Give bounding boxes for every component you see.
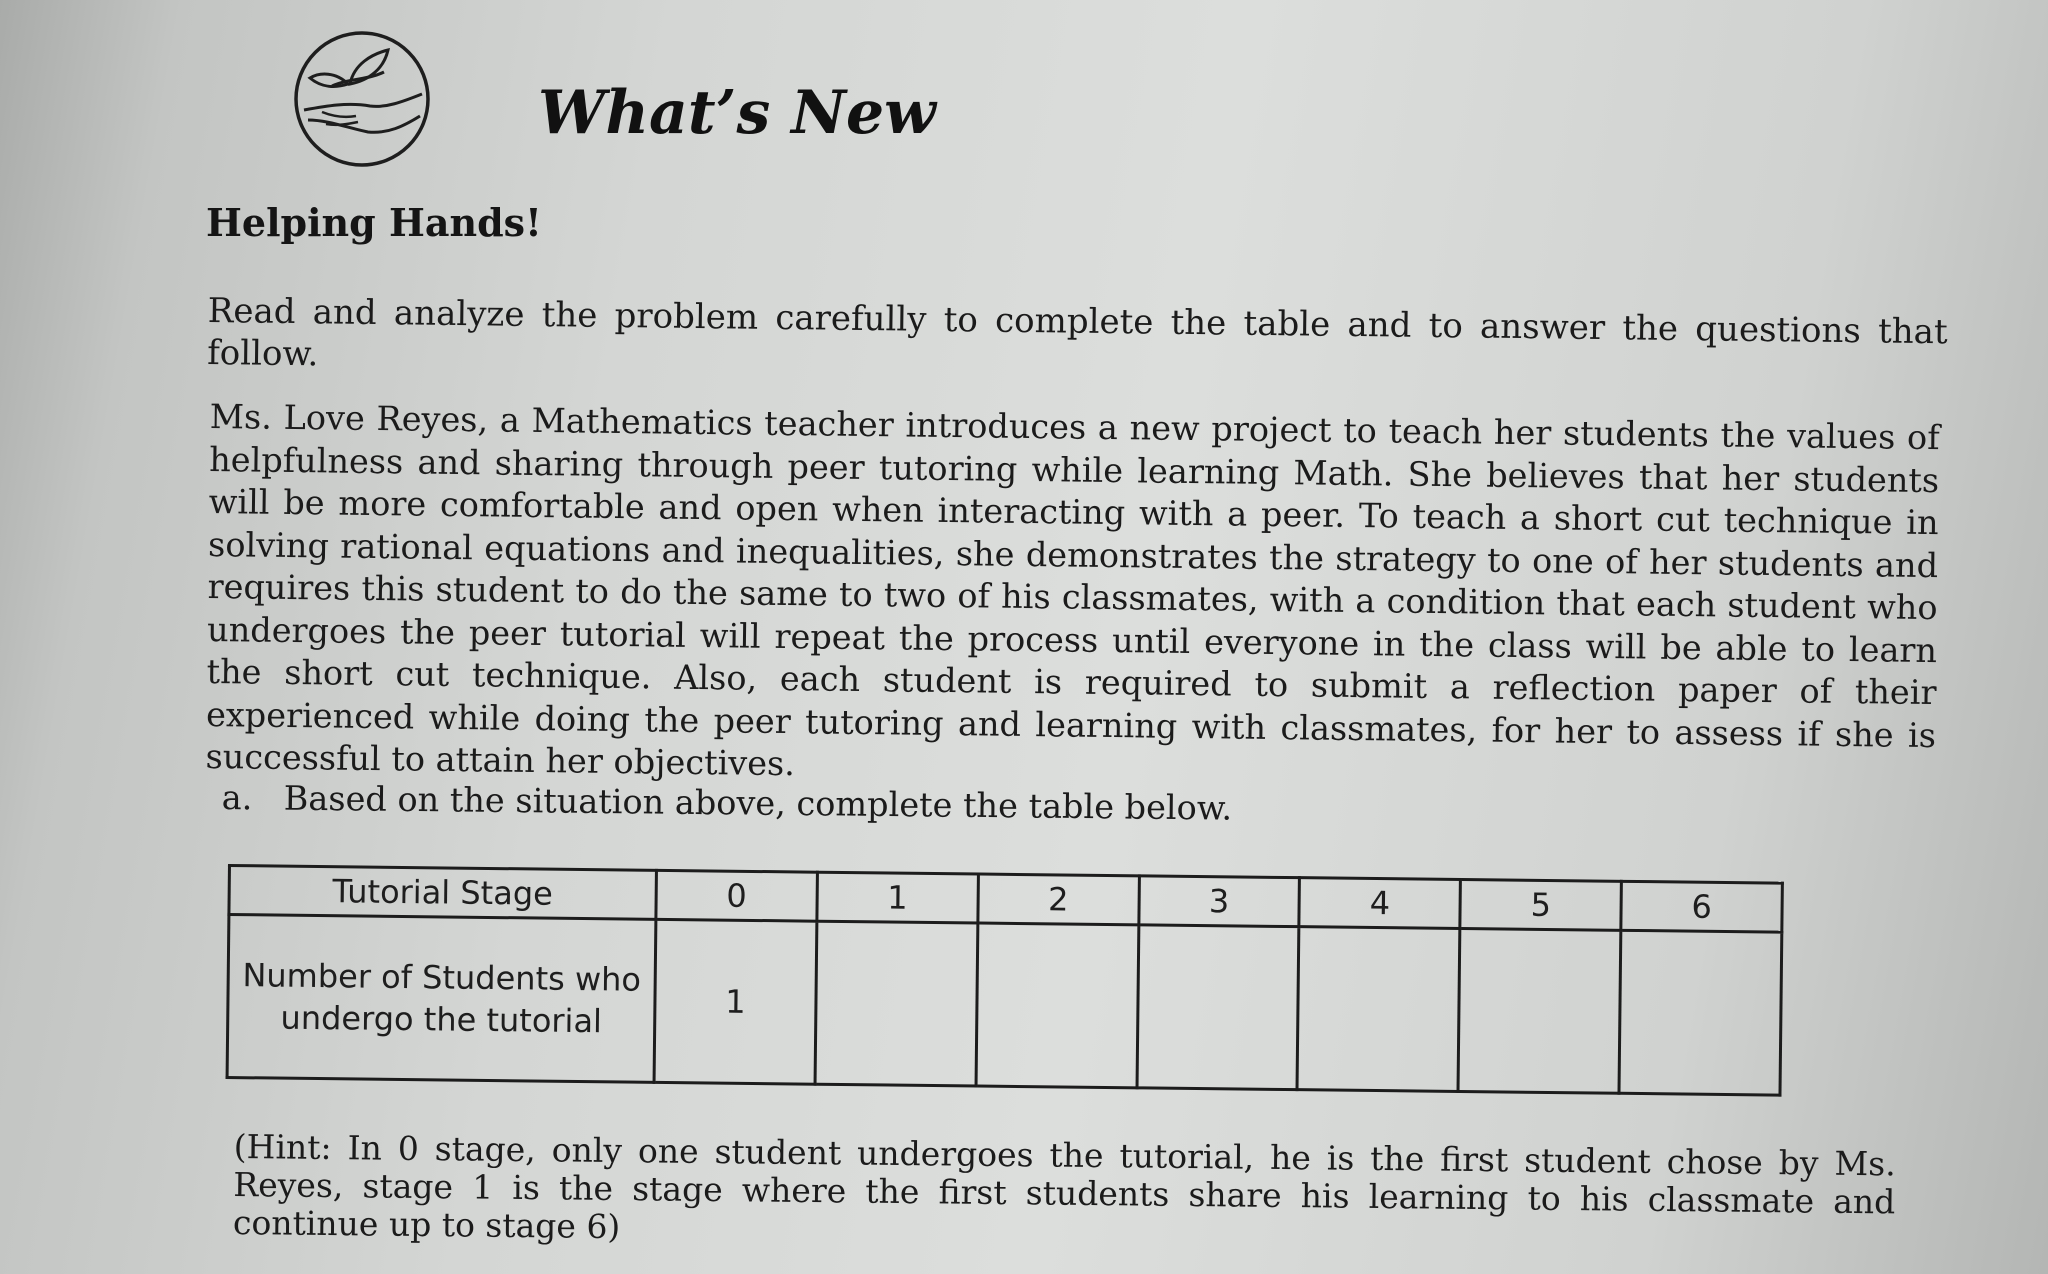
stage-cell: 0 [656, 870, 817, 921]
stage-cell: 4 [1299, 878, 1460, 929]
stage-cell: 3 [1138, 876, 1299, 927]
stage-cell: 1 [817, 872, 978, 923]
value-cell [976, 923, 1139, 1088]
value-cell: 1 [654, 919, 817, 1084]
tutorial-table [226, 864, 1784, 1097]
problem-paragraph: Ms. Love Reyes, a Mathematics teacher introduces a new project to teach her students the values of helpfulness and sharing through peer tutoring while learning Math. She believes that her students will be more comfortable and open when interacting with a peer. To teach a short cut technique in solving rational equations and inequalities, she demonstrates the strategy to one of her students and requires this student to do the same to two of his classmates, with a condition that each student who undergoes the peer tutorial will repeat the process until everyone in the class will be able to learn the short cut technique. Also, each student is required to submit a reflection paper of their experienced while doing the peer tutoring and learning with classmates, for her to assess if she is successful to attain her objectives. [205, 396, 1940, 784]
row-header-stage: Tutorial Stage [229, 866, 657, 920]
stage-cell: 6 [1621, 881, 1782, 932]
value-cell [815, 921, 978, 1086]
hint-paragraph: (Hint: In 0 stage, only one student undergoes the tutorial, he is the first student chose by Ms. Reyes, stage 1 is the stage where the first students share his learning to his classmate and continue up to stage 6) [232, 1127, 1896, 1247]
table-values-row [227, 915, 1782, 1096]
instructions-paragraph: Read and analyze the problem carefully to complete the table and to answer the questions that follow. [206, 290, 1948, 375]
activity-title: Helping Hands! [206, 200, 542, 245]
task-label: a. [221, 778, 253, 818]
value-cell [1137, 925, 1300, 1090]
stage-cell: 5 [1460, 879, 1621, 930]
hand-holding-plant-icon [292, 28, 432, 170]
value-cell [1297, 927, 1460, 1092]
value-cell [1619, 930, 1782, 1095]
section-title: What’s New [538, 78, 936, 148]
row-header-students: Number of Students who undergo the tutorial [227, 915, 656, 1083]
tutorial-table-wrapper [226, 864, 1784, 1097]
value-cell [1458, 928, 1621, 1093]
stage-cell: 2 [978, 874, 1139, 925]
task-text: Based on the situation above, complete the table below. [283, 778, 1233, 828]
